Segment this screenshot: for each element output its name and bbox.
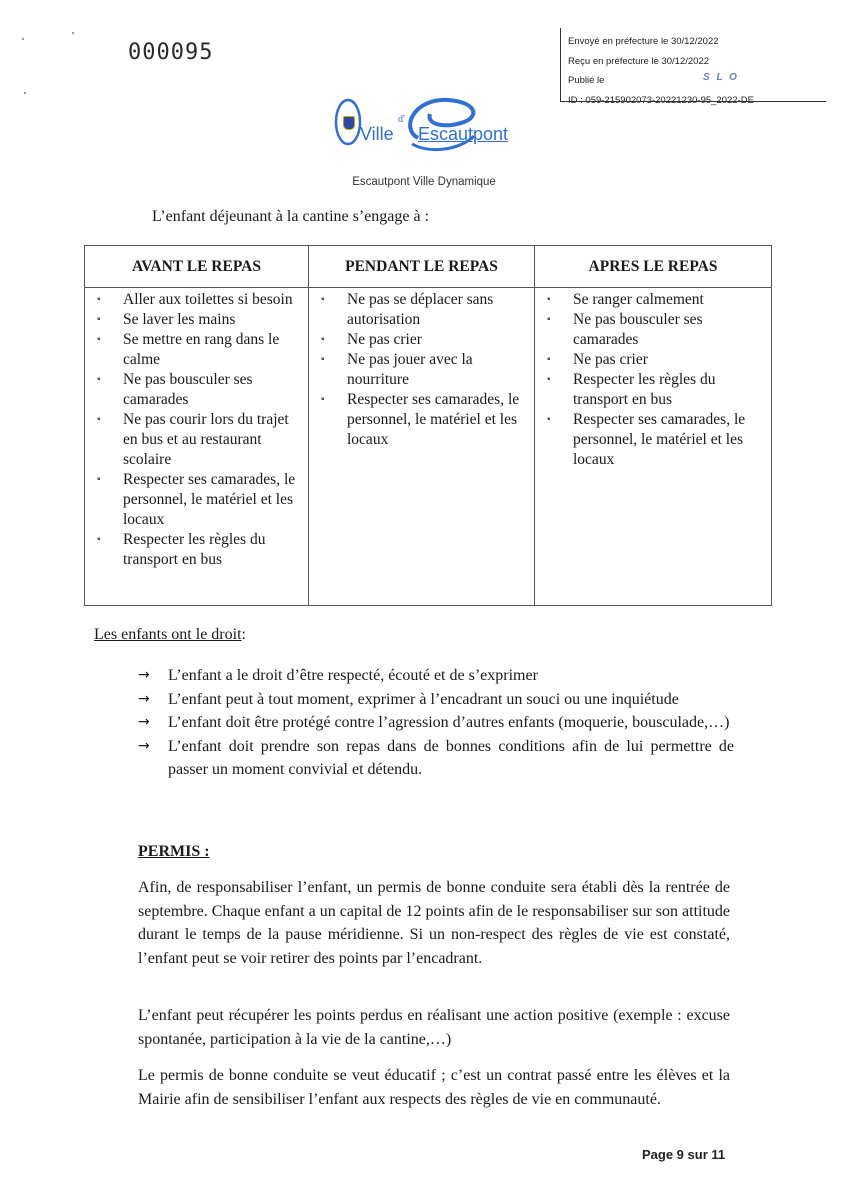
rights-item-text: L’enfant peut à tout moment, exprimer à l’encadrant un souci ou une inquiétude xyxy=(168,690,679,708)
list-item: ▪ Respecter ses camarades, le personnel, le matériel et les locaux xyxy=(573,410,767,470)
list-item xyxy=(138,664,734,688)
list-item: ▪ Ne pas crier xyxy=(573,350,767,370)
permis-heading: PERMIS : xyxy=(138,843,210,860)
town-tagline: Escautpont Ville Dynamique xyxy=(352,176,496,188)
right-arrow-icon: → xyxy=(138,737,150,754)
stamp-id-line: ID : 059-215902073-20221230-95_2022-DE xyxy=(568,94,754,106)
header-before-meal: AVANT LE REPAS xyxy=(85,246,309,288)
list-item: ▪ Se laver les mains xyxy=(123,310,304,330)
permis-paragraph-1: Afin, de responsabiliser l’enfant, un permis de bonne conduite sera établi dès la rentrée de septembre. Chaque enfant a un capital de 12 points afin de le responsabiliser sur son attitude durant le temps de la pause méridienne. Si un non-respect des règles de vie est constaté, l’enfant peut se voir retirer des points par l’encadrant. xyxy=(138,879,730,967)
rights-item-text: L’enfant doit être protégé contre l’agression d’autres enfants (moquerie, bousculade,…) xyxy=(168,714,730,731)
scan-speck xyxy=(24,92,26,94)
prefecture-stamp xyxy=(560,28,826,106)
page-number: Page 9 sur 11 xyxy=(642,1147,726,1162)
header-during-meal: PENDANT LE REPAS xyxy=(309,246,535,288)
rules-table xyxy=(84,245,772,606)
scan-speck xyxy=(22,38,24,40)
scan-speck xyxy=(72,32,74,34)
document-number: 000095 xyxy=(128,40,214,65)
stamp-published-line: Publié le xyxy=(568,75,605,86)
list-item: ▪ Respecter les règles du transport en bus xyxy=(123,530,304,570)
list-item: ▪ Respecter ses camarades, le personnel, le matériel et les locaux xyxy=(123,470,304,530)
logo-town-name: Escautpont xyxy=(418,124,509,144)
town-logo xyxy=(330,92,520,162)
rules-body-row xyxy=(85,288,772,606)
column-during-meal xyxy=(309,288,535,606)
list-item: ▪ Ne pas jouer avec la nourriture xyxy=(347,350,530,390)
town-crest-icon xyxy=(343,116,355,130)
stamp-received-line: Reçu en préfecture le 30/12/2022 xyxy=(568,55,710,67)
rules-header-row xyxy=(85,246,772,288)
logo-ville-text: Ville xyxy=(360,124,394,144)
column-before-meal xyxy=(85,288,309,606)
rights-heading-text: Les enfants ont le droit xyxy=(94,626,242,643)
list-item: ▪ Ne pas crier xyxy=(347,330,530,350)
list-item: ▪ Ne pas courir lors du trajet en bus et au restaurant scolaire xyxy=(123,410,304,470)
list-item xyxy=(138,711,734,735)
list-item: ▪ Se ranger calmement xyxy=(573,290,767,310)
rights-heading-colon: : xyxy=(241,626,246,643)
list-item: ▪ Ne pas bousculer ses camarades xyxy=(573,310,767,350)
stamp-sent-line: Envoyé en préfecture le 30/12/2022 xyxy=(568,36,719,47)
list-item xyxy=(138,735,734,782)
list-item: ▪ Ne pas bousculer ses camarades xyxy=(123,370,304,410)
list-item: ▪ Respecter les règles du transport en bus xyxy=(573,370,767,410)
header-after-meal: APRES LE REPAS xyxy=(535,246,772,288)
right-arrow-icon: → xyxy=(138,690,150,707)
rights-heading xyxy=(94,626,246,644)
right-arrow-icon: → xyxy=(138,667,150,683)
logo-d-text: d' xyxy=(398,114,405,125)
right-arrow-icon: → xyxy=(138,714,150,730)
list-item: ▪ Ne pas se déplacer sans autorisation xyxy=(347,290,530,330)
permis-paragraph-2: L’enfant peut récupérer les points perdus en réalisant une action positive (exemple : excuse spontanée, participation à la vie de la cantine,…) xyxy=(138,1007,730,1048)
column-after-meal xyxy=(535,288,772,606)
rights-list xyxy=(138,664,734,782)
list-item: ▪ Respecter ses camarades, le personnel, le matériel et les locaux xyxy=(347,390,530,450)
slo-mark: S L O xyxy=(703,72,739,83)
permis-paragraph-3: Le permis de bonne conduite se veut éducatif ; c’est un contrat passé entre les élèves et la Mairie afin de sensibiliser l’enfant aux respects des règles de vie en communauté. xyxy=(138,1067,730,1108)
list-item: ▪ Se mettre en rang dans le calme xyxy=(123,330,304,370)
rights-item-text: L’enfant a le droit d’être respecté, écouté et de s’exprimer xyxy=(168,667,538,684)
list-item: ▪ Aller aux toilettes si besoin xyxy=(123,290,304,310)
intro-sentence: L’enfant déjeunant à la cantine s’engage à : xyxy=(152,208,430,225)
list-item xyxy=(138,688,734,712)
rights-item-text: L’enfant doit prendre son repas dans de bonnes conditions afin de lui permettre de passer un moment convivial et détendu. xyxy=(168,737,734,778)
